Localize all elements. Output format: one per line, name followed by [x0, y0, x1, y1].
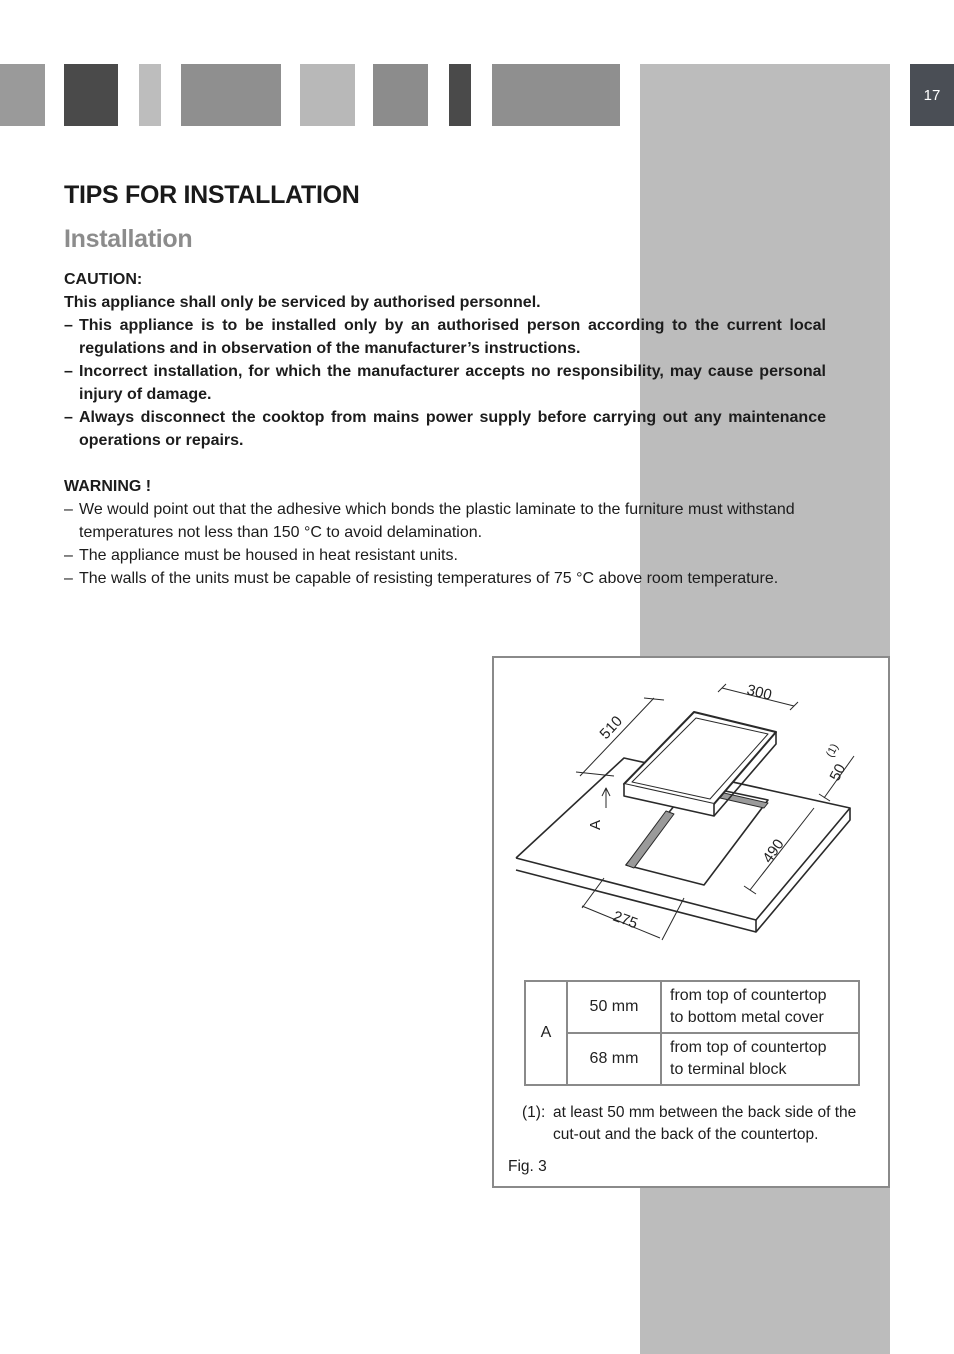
header-block — [64, 64, 118, 126]
footnote-text: at least 50 mm between the back side of the cut-out and the back of the countertop. — [553, 1104, 857, 1143]
warning-heading: WARNING ! — [64, 478, 152, 495]
caution-item: – Always disconnect the cooktop from mains power supply before carrying out any maintenance operations or repairs. — [64, 406, 826, 452]
footnote-mark: (1): — [522, 1104, 546, 1121]
dim-line-a — [602, 788, 610, 808]
header-block — [0, 64, 45, 126]
table-value: 68 mm — [567, 1033, 661, 1085]
header-block — [492, 64, 620, 126]
dim-50-label: 50 — [826, 761, 850, 784]
table-value: 50 mm — [567, 981, 661, 1033]
figure-footnote — [522, 1102, 868, 1146]
warning-item: – The walls of the units must be capable of resisting temperatures of 75 °C above room temperature. — [64, 567, 826, 590]
dim-275-label: 275 — [610, 907, 640, 933]
header-block — [181, 64, 281, 126]
description-line: to terminal block — [670, 1061, 787, 1078]
table-letter: A — [525, 981, 567, 1085]
table-description — [661, 981, 859, 1033]
caution-item: – This appliance is to be installed only by an authorised person according to the current local regulations and in observation of the manufacturer’s instructions. — [64, 314, 826, 360]
page-number: 17 — [910, 64, 954, 126]
description-line: to bottom metal cover — [670, 1009, 824, 1026]
warning-list — [64, 498, 826, 590]
figure-box — [492, 656, 890, 1188]
page-title: TIPS FOR INSTALLATION — [64, 181, 360, 209]
caution-heading: CAUTION: — [64, 271, 143, 288]
installation-diagram — [494, 658, 888, 978]
caution-intro: This appliance shall only be serviced by authorised personnel. — [64, 294, 541, 311]
description-line: from top of countertop — [670, 987, 827, 1004]
header-block — [300, 64, 355, 126]
warning-item: – We would point out that the adhesive which bonds the plastic laminate to the furniture must withstand temperatures not less than 150 °C to avoid delamination. — [64, 498, 826, 544]
warning-item: – The appliance must be housed in heat resistant units. — [64, 544, 826, 567]
caution-list — [64, 314, 826, 452]
section-title: Installation — [64, 225, 193, 253]
dim-510-label: 510 — [596, 712, 626, 743]
caution-item: – Incorrect installation, for which the manufacturer accepts no responsibility, may cause personal injury of damage. — [64, 360, 826, 406]
header-block — [373, 64, 428, 126]
dimension-table — [524, 980, 860, 1086]
table-description — [661, 1033, 859, 1085]
figure-label: Fig. 3 — [508, 1158, 547, 1175]
dim-300-label: 300 — [745, 681, 774, 704]
dim-490-label: 490 — [759, 836, 788, 867]
dim-50-note-label: (1) — [824, 741, 841, 760]
countertop-side — [756, 808, 850, 932]
description-line: from top of countertop — [670, 1039, 827, 1056]
main-content — [64, 178, 826, 590]
table-row — [525, 1033, 859, 1085]
header-block — [139, 64, 161, 126]
table-row — [525, 981, 859, 1033]
header-block — [449, 64, 471, 126]
dim-a-label: A — [587, 819, 604, 830]
